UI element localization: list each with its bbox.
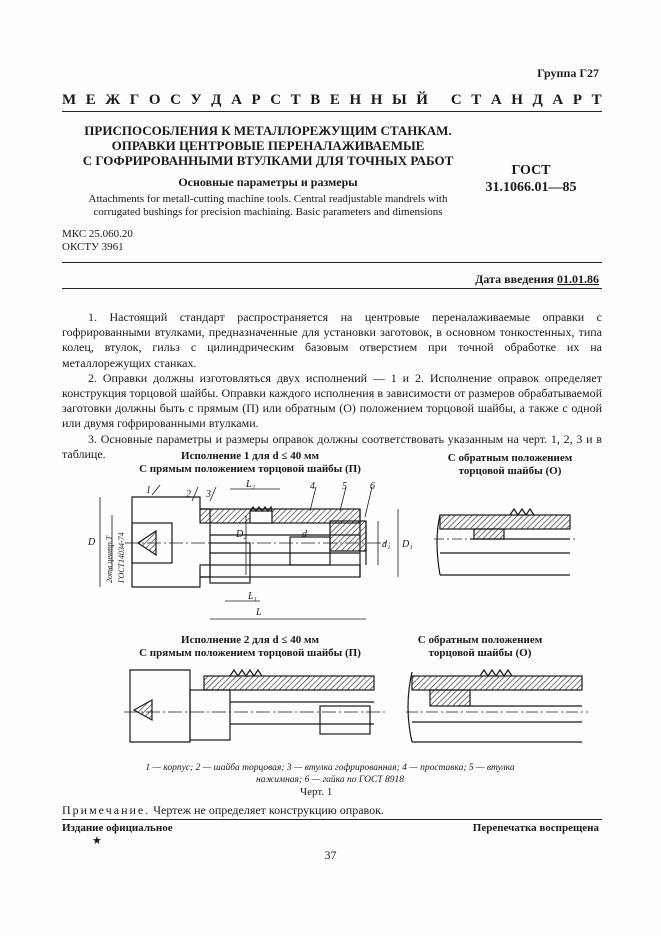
label-center-hole: 2отв центр.Т bbox=[105, 535, 114, 583]
banner-letter: О bbox=[148, 92, 161, 108]
banner-letter: Ж bbox=[105, 92, 121, 108]
body-text bbox=[62, 310, 602, 462]
banner-letter: Н bbox=[349, 92, 362, 108]
banner-letter: Е bbox=[329, 92, 340, 108]
gost-number bbox=[471, 162, 591, 196]
legend-line: 1 — корпус; 2 — шайба торцовая; 3 — втулка гофрированная; 4 — проставка; 5 — втулка bbox=[145, 763, 515, 773]
banner-letter: Г bbox=[129, 92, 140, 108]
fig1-reverse-title-line: торцовой шайбы (О) bbox=[458, 465, 562, 477]
divider-rule bbox=[62, 288, 602, 289]
figure-caption: Черт. 1 bbox=[300, 786, 333, 798]
label-6: 6 bbox=[370, 481, 375, 492]
fig2-reverse-title-line: С обратным положением bbox=[417, 634, 543, 646]
label-L: L bbox=[256, 607, 262, 618]
header-rule bbox=[62, 111, 602, 112]
label-L2: L₂ bbox=[246, 479, 256, 490]
banner-letter: У bbox=[190, 92, 202, 108]
fig2-reverse-title-line: торцовой шайбы (О) bbox=[428, 647, 532, 659]
banner-letter: Д bbox=[211, 92, 222, 108]
drawing-fig1-reverse bbox=[430, 495, 580, 585]
label-4: 4 bbox=[310, 481, 315, 492]
gost-label: ГОСТ bbox=[511, 163, 551, 178]
classification-codes bbox=[62, 228, 133, 254]
drawing-fig1-straight bbox=[60, 475, 413, 625]
footer-rule bbox=[62, 819, 602, 820]
title-line: ОПРАВКИ ЦЕНТРОВЫЕ ПЕРЕНАЛАЖИВАЕМЫЕ bbox=[111, 138, 425, 153]
fig1-title-line: С прямым положением торцовой шайбы (П) bbox=[139, 463, 361, 475]
label-d: d bbox=[302, 529, 307, 540]
banner-letter: С bbox=[170, 92, 181, 108]
fig1-reverse-title bbox=[430, 452, 590, 478]
gost-code: 31.1066.01—85 bbox=[485, 180, 577, 195]
banner-letter: С bbox=[450, 92, 462, 108]
okstu-code: ОКСТУ 3961 bbox=[62, 241, 124, 253]
fig2-title-line: С прямым положением торцовой шайбы (П) bbox=[139, 647, 361, 659]
paragraph-3: 3. Основные параметры и размеры оправок должны соответствовать указанным на черт. 1, 2, 3 и в таблице. bbox=[62, 431, 602, 461]
banner-letter: Д bbox=[532, 92, 543, 108]
label-2: 2 bbox=[186, 489, 191, 500]
intro-date-label: Дата введения bbox=[475, 272, 557, 286]
banner-letter: С bbox=[270, 92, 282, 108]
banner-letter: В bbox=[310, 92, 321, 108]
english-title-line: Attachments for metall-cutting machine tools. Central readjustable mandrels with bbox=[88, 193, 448, 205]
fig2-title bbox=[120, 634, 380, 660]
label-center-std: ГОСТ14034-74 bbox=[117, 532, 126, 583]
divider-rule bbox=[62, 262, 602, 263]
note bbox=[62, 803, 384, 818]
fig1-title-line: Исполнение 1 для d ≤ 40 мм bbox=[181, 450, 319, 462]
label-D1: D₁ bbox=[402, 539, 413, 550]
banner-letter: Й bbox=[416, 92, 428, 108]
title-line: С ГОФРИРОВАННЫМИ ВТУЛКАМИ ДЛЯ ТОЧНЫХ РАБОТ bbox=[82, 153, 454, 168]
note-text: Чертеж не определяет конструкцию оправок. bbox=[150, 803, 384, 817]
drawing-fig2-straight bbox=[120, 662, 390, 752]
mks-code: МКС 25.060.20 bbox=[62, 228, 133, 240]
fig2-title-line: Исполнение 2 для d ≤ 40 мм bbox=[181, 634, 319, 646]
banner-letter: Т bbox=[290, 92, 301, 108]
document-subtitle: Основные параметры и размеры bbox=[178, 175, 358, 189]
banner-letter: А bbox=[552, 92, 564, 108]
introduction-date bbox=[475, 272, 599, 287]
paragraph-2: 2. Оправки должны изготовляться двух исполнений — 1 и 2. Исполнение оправок определяет конструкция торцовой шайбы. Оправки каждого исполнения в зависимости от размеров обрабатываемой заготовки должны быть с прямым (П) или обратным (О) положением торцовой шайбы, а также с одной или двумя гофрированными втулками. bbox=[62, 370, 602, 431]
banner-letter bbox=[438, 92, 442, 109]
legend-line: нажимная; 6 — гайка по ГОСТ 8918 bbox=[255, 775, 405, 785]
label-3: 3 bbox=[206, 489, 211, 500]
fig1-reverse-title-line: С обратным положением bbox=[447, 452, 573, 464]
fig2-reverse-title bbox=[400, 634, 560, 660]
intro-date-value: 01.01.86 bbox=[557, 272, 599, 286]
label-L1: L₁ bbox=[248, 591, 258, 602]
document-title bbox=[78, 123, 458, 168]
page-number: 37 bbox=[324, 848, 337, 862]
label-D: D bbox=[88, 537, 96, 548]
label-5: 5 bbox=[342, 481, 347, 492]
star-icon: ★ bbox=[92, 835, 102, 847]
banner-letter: Т bbox=[471, 92, 482, 108]
banner-letter: А bbox=[490, 92, 502, 108]
english-title bbox=[78, 193, 458, 219]
title-line: ПРИСПОСОБЛЕНИЯ К МЕТАЛЛОРЕЖУЩИМ СТАНКАМ. bbox=[84, 123, 452, 138]
label-1: 1 bbox=[146, 485, 151, 496]
banner-letter: М bbox=[62, 92, 77, 108]
fig1-title bbox=[120, 450, 380, 476]
label-d1: d₁ bbox=[382, 539, 391, 550]
note-label: Примечание. bbox=[62, 803, 151, 817]
drawing-fig2-reverse bbox=[400, 662, 590, 752]
figure-legend bbox=[120, 762, 540, 786]
banner-letter: Т bbox=[591, 92, 602, 108]
banner-letter: Е bbox=[85, 92, 96, 108]
official-edition: Издание официальное bbox=[62, 822, 173, 834]
banner-letter: Ы bbox=[391, 92, 407, 108]
banner-letter: А bbox=[231, 92, 242, 108]
banner-letter: Р bbox=[572, 92, 583, 108]
english-title-line: corrugated bushings for precision machining. Basic parameters and dimensions bbox=[93, 206, 443, 218]
banner-letter: Н bbox=[511, 92, 523, 108]
interstate-standard-banner bbox=[62, 92, 602, 109]
reprint-notice: Перепечатка воспрещена bbox=[472, 822, 599, 834]
banner-letter: Р bbox=[251, 92, 261, 108]
paragraph-1: 1. Настоящий стандарт распространяется на центровые переналаживаемые оправки с гофрированными втулками, предназначенные для установки заготовок, в основном тонкостенных, типа колец, втулок, гильз с цилиндрическим базовым отверстием при точной обработке их на металлорежущих станках. bbox=[62, 310, 602, 370]
label-D2: D₂ bbox=[236, 529, 247, 540]
group-code: Группа Г27 bbox=[537, 66, 599, 80]
banner-letter: Н bbox=[370, 92, 383, 108]
